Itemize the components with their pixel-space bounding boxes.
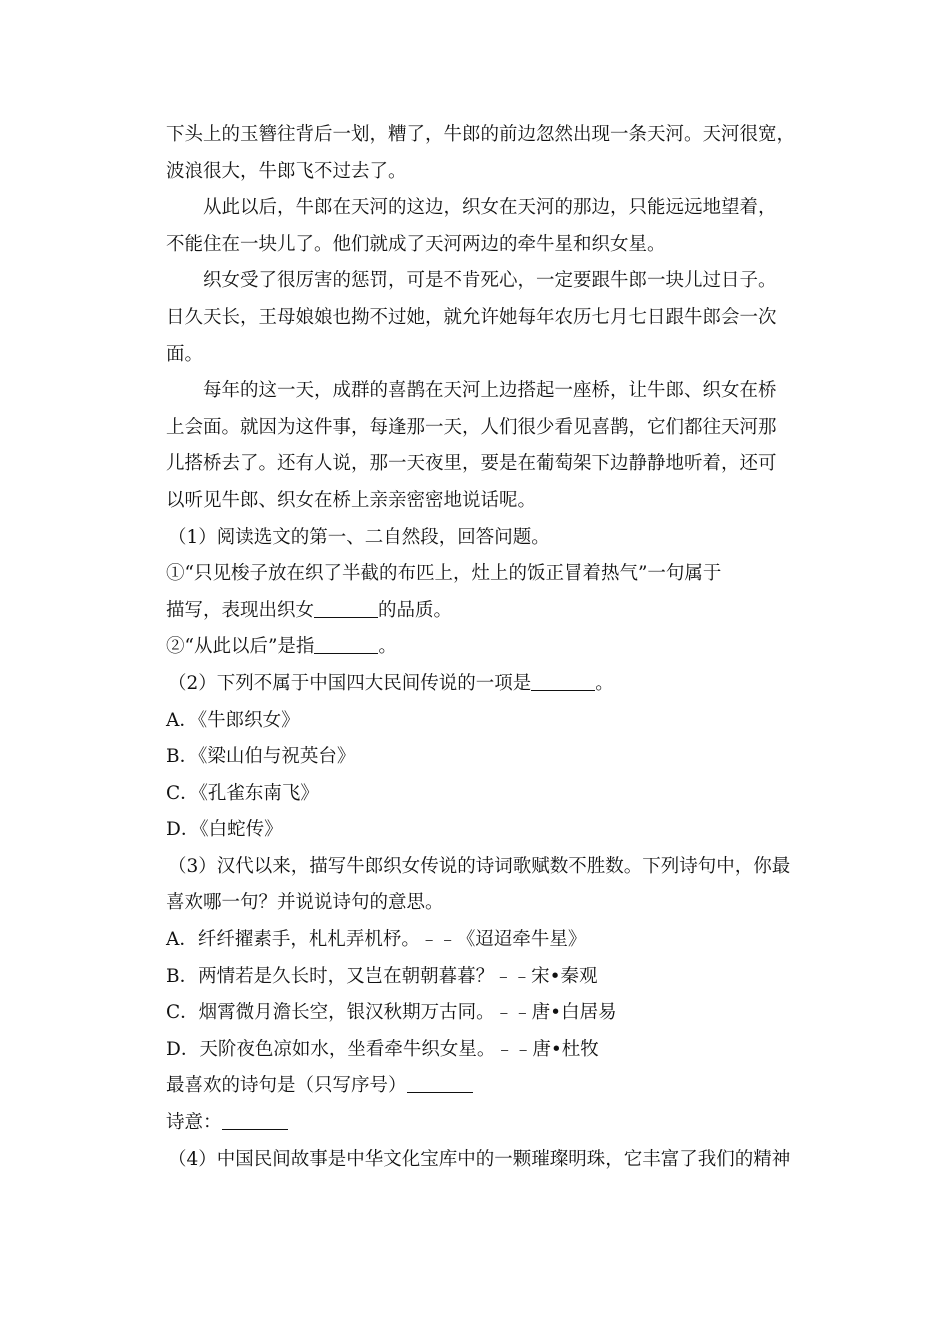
answer-blank[interactable] [314, 599, 378, 618]
passage-line: 波浪很大，牛郎飞不过去了。 [166, 160, 407, 182]
question-text: 。 [378, 636, 397, 658]
question-1-title: （1）阅读选文的第一、二自然段，回答问题。 [168, 526, 550, 548]
favorite-line [166, 1068, 806, 1105]
option-b: B．两情若是久长时，又岂在朝朝暮暮？﹣﹣宋•秦观 [166, 965, 598, 987]
option-c: C．烟霄微月澹长空，银汉秋期万古同。﹣﹣唐•白居易 [166, 1002, 617, 1024]
passage-line: 下头上的玉簪往背后一划，糟了，牛郎的前边忽然出现一条天河。天河很宽， [166, 124, 796, 145]
question-1a-line: ①“只见梭子放在织了半截的布匹上，灶上的饭正冒着热气”一句属于 [166, 563, 722, 585]
question-1b-line [166, 629, 806, 666]
question-3-title: 喜欢哪一句？并说说诗句的意思。 [166, 892, 444, 914]
meaning-label: 诗意： [166, 1112, 222, 1134]
question-2-title [166, 666, 806, 703]
favorite-label: 最喜欢的诗句是（只写序号） [166, 1075, 407, 1097]
question-text: ②“从此以后”是指 [166, 636, 315, 658]
option-a: A．纤纤擢素手，札札弄机杼。﹣﹣《迢迢牵牛星》 [166, 929, 587, 951]
document-content [166, 117, 806, 1178]
passage-line: 每年的这一天，成群的喜鹊在天河上边搭起一座桥，让牛郎、织女在桥 [203, 380, 777, 402]
passage-line: 以听见牛郎、织女在桥上亲亲密密地说话呢。 [166, 489, 537, 511]
passage-line: 织女受了很厉害的惩罚，可是不肯死心，一定要跟牛郎一块儿过日子。 [203, 270, 777, 292]
passage-line: 不能住在一块儿了。他们就成了天河两边的牵牛星和织女星。 [166, 233, 666, 255]
question-text: 的品质。 [378, 599, 453, 621]
question-text: （2）下列不属于中国四大民间传说的一项是 [168, 672, 532, 694]
answer-blank[interactable] [531, 672, 595, 691]
passage-line: 面。 [166, 343, 204, 365]
question-text: 描写，表现出织女 [166, 599, 315, 621]
question-1a-line [166, 593, 806, 630]
answer-blank[interactable] [222, 1111, 288, 1130]
passage-line: 日久天长，王母娘娘也拗不过她，就允许她每年农历七月七日跟牛郎会一次 [166, 306, 777, 328]
passage-line: 从此以后，牛郎在天河的这边，织女在天河的那边，只能远远地望着， [203, 197, 777, 219]
answer-blank[interactable] [407, 1074, 473, 1093]
option-d: D．《白蛇传》 [166, 819, 283, 841]
meaning-line [166, 1105, 806, 1142]
option-b: B．《梁山伯与祝英台》 [166, 746, 356, 768]
question-text: 。 [595, 672, 614, 694]
answer-blank[interactable] [314, 635, 378, 654]
question-3-title: （3）汉代以来，描写牛郎织女传说的诗词歌赋数不胜数。下列诗句中，你最 [168, 855, 791, 877]
option-a: A．《牛郎织女》 [166, 709, 300, 731]
question-4-title: （4）中国民间故事是中华文化宝库中的一颗璀璨明珠，它丰富了我们的精神 [168, 1148, 791, 1170]
option-c: C．《孔雀东南飞》 [166, 782, 319, 804]
option-d: D．天阶夜色凉如水，坐看牵牛织女星。﹣﹣唐•杜牧 [166, 1038, 599, 1060]
passage-line: 上会面。就因为这件事，每逢那一天，人们很少看见喜鹊，它们都往天河那 [166, 416, 777, 438]
passage-line: 儿搭桥去了。还有人说，那一天夜里，要是在葡萄架下边静静地听着，还可 [166, 453, 777, 475]
